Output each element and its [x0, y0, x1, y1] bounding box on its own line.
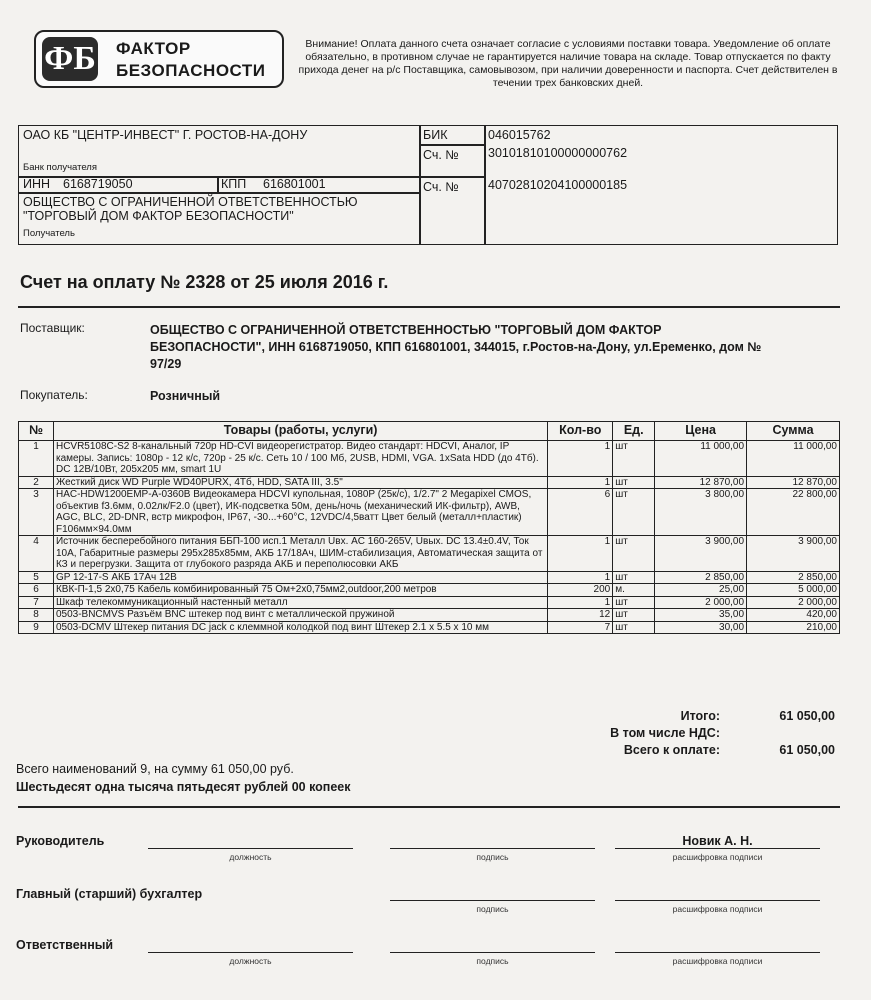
logo-text — [116, 38, 266, 82]
table-row — [19, 621, 840, 634]
responsible-decode-line — [615, 952, 820, 953]
row-goods-name: Источник бесперебойного питания ББП-100 исп.1 Металл Uвх. AC 160-265V, Uвых. DC 13.4±0.4V, Ток 10А, Габаритные размеры 295х285х85мм, АКБ 17/18Ач, ШИМ-стабилизация, Автоматическая защита от КЗ и перегрузки. Защита от глубокого разряда АКБ и переполюсовки АКБ — [53, 536, 547, 572]
row-price: 11 000,00 — [655, 441, 747, 477]
row-goods-name: Жесткий диск WD Purple WD40PURX, 4Тб, HDD, SATA III, 3.5" — [53, 476, 547, 489]
row-price: 2 000,00 — [655, 596, 747, 609]
accountant-decode-line — [615, 900, 820, 901]
row-qty: 12 — [548, 609, 613, 622]
row-goods-name: GP 12-17-S АКБ 17Ач 12В — [53, 571, 547, 584]
row-sum: 2 000,00 — [747, 596, 840, 609]
row-unit: шт — [613, 476, 655, 489]
col-header-unit: Ед. — [613, 422, 655, 441]
responsible-position-line — [148, 952, 353, 953]
table-row — [19, 584, 840, 597]
row-sum: 11 000,00 — [747, 441, 840, 477]
director-position-line — [148, 848, 353, 849]
responsible-signature-line — [390, 952, 595, 953]
row-unit: шт — [613, 609, 655, 622]
col-header-qty: Кол-во — [548, 422, 613, 441]
corr-account-value: 30101810100000000762 — [488, 146, 628, 160]
logo-mark: ФБ — [42, 37, 98, 81]
title-divider — [18, 306, 840, 308]
recipient-line2: "ТОРГОВЫЙ ДОМ ФАКТОР БЕЗОПАСНОСТИ" — [23, 209, 294, 223]
row-number: 4 — [19, 536, 54, 572]
row-goods-name: 0503-DCMV Штекер питания DC jack с клеммной колодкой под винт Штекер 2.1 х 5.5 х 10 мм — [53, 621, 547, 634]
supplier-line3: 97/29 — [150, 357, 182, 371]
table-row — [19, 596, 840, 609]
row-goods-name: 0503-BNCMVS Разъём BNC штекер под винт с металлической пружиной — [53, 609, 547, 622]
row-goods-name: HCVR5108C-S2 8-канальный 720p HD-CVI видеорегистратор. Видео стандарт: HDCVI, Аналог, IP камеры. Запись: 1080p - 12 к/с, 720p - 25 к/с. Сеть 10 / 100 Мб, 2USB, HDMI, VGA. 1xSata HDD (до 4Тб). DC 12В/10Вт, 205х205 мм, smart 1U — [53, 441, 547, 477]
row-unit: шт — [613, 596, 655, 609]
row-number: 3 — [19, 489, 54, 536]
table-row — [19, 571, 840, 584]
recipient-label: Получатель — [23, 228, 75, 239]
table-row — [19, 609, 840, 622]
row-price: 35,00 — [655, 609, 747, 622]
table-row — [19, 536, 840, 572]
bank-name: ОАО КБ "ЦЕНТР-ИНВЕСТ" Г. РОСТОВ-НА-ДОНУ — [23, 128, 308, 142]
table-row — [19, 489, 840, 536]
payment-notice: Внимание! Оплата данного счета означает согласие с условиями поставки товара. Уведомление об оплате обязательно, в противном случае не гарантируется наличие товара на складе. Товар отпускается по факту прихода денег на р/с Поставщика, самовывозом, при наличии доверенности и паспорта. Счет действителен в течении трех банковских дней. — [298, 38, 838, 89]
supplier-label: Поставщик: — [20, 321, 85, 335]
inn-label: ИНН — [23, 177, 51, 191]
responsible-position-caption: должность — [229, 956, 272, 966]
row-qty: 200 — [548, 584, 613, 597]
goods-table — [18, 421, 840, 634]
col-header-number: № — [19, 422, 54, 441]
recipient-line1: ОБЩЕСТВО С ОГРАНИЧЕННОЙ ОТВЕТСТВЕННОСТЬЮ — [23, 195, 358, 209]
table-header-row — [19, 422, 840, 441]
row-qty: 1 — [548, 596, 613, 609]
row-number: 9 — [19, 621, 54, 634]
responsible-decode-caption: расшифровка подписи — [672, 956, 763, 966]
col-header-price: Цена — [655, 422, 747, 441]
row-price: 2 850,00 — [655, 571, 747, 584]
accountant-label: Главный (старший) бухгалтер — [16, 887, 203, 901]
kpp-label: КПП — [221, 177, 247, 191]
summary-line: Всего наименований 9, на сумму 61 050,00 руб. — [16, 762, 294, 776]
row-sum: 22 800,00 — [747, 489, 840, 536]
row-sum: 12 870,00 — [747, 476, 840, 489]
kpp-value: 616801001 — [263, 177, 326, 191]
inn-value: 6168719050 — [63, 177, 133, 191]
vat-label: В том числе НДС: — [610, 726, 720, 740]
recipient-bank-label: Банк получателя — [23, 162, 97, 173]
amount-in-words: Шестьдесят одна тысяча пятьдесят рублей 00 копеек — [16, 780, 351, 794]
supplier-line1: ОБЩЕСТВО С ОГРАНИЧЕННОЙ ОТВЕТСТВЕННОСТЬЮ "ТОРГОВЫЙ ДОМ ФАКТОР — [150, 323, 662, 337]
col-header-goods: Товары (работы, услуги) — [53, 422, 547, 441]
row-unit: м. — [613, 584, 655, 597]
row-number: 7 — [19, 596, 54, 609]
row-unit: шт — [613, 489, 655, 536]
bik-value: 046015762 — [488, 128, 551, 142]
row-unit: шт — [613, 571, 655, 584]
row-sum: 5 000,00 — [747, 584, 840, 597]
col-header-sum: Сумма — [747, 422, 840, 441]
buyer-label: Покупатель: — [20, 388, 88, 402]
row-unit: шт — [613, 441, 655, 477]
row-sum: 210,00 — [747, 621, 840, 634]
director-label: Руководитель — [16, 834, 105, 848]
accountant-signature-caption: подпись — [476, 904, 509, 914]
row-goods-name: HAC-HDW1200EMP-A-0360B Видеокамера HDCVI купольная, 1080P (25к/с), 1/2.7" 2 Megapixel CMOS, объектив f3.6мм, 0.02лк/F2.0 (цвет), ИК-подсветка 50м, день/ночь (механический ИК-фильтр), AWB, AGC, BLC, 2D-DNR, встр микрофон, IP67, -30...+60°C, 12VDC/4,5ватт Цвет белый (металл+пластик) F106мм×94.0мм — [53, 489, 547, 536]
due-label: Всего к оплате: — [623, 743, 720, 757]
row-number: 5 — [19, 571, 54, 584]
row-goods-name: Шкаф телекоммуникационный настенный металл — [53, 596, 547, 609]
row-qty: 1 — [548, 441, 613, 477]
row-qty: 7 — [548, 621, 613, 634]
buyer-value: Розничный — [150, 389, 221, 403]
responsible-label: Ответственный — [16, 938, 114, 952]
director-position-caption: должность — [229, 852, 272, 862]
corr-account-label: Сч. № — [423, 148, 459, 162]
director-signature-caption: подпись — [476, 852, 509, 862]
due-value: 61 050,00 — [779, 743, 835, 757]
row-number: 2 — [19, 476, 54, 489]
row-qty: 1 — [548, 536, 613, 572]
row-number: 8 — [19, 609, 54, 622]
row-sum: 2 850,00 — [747, 571, 840, 584]
table-row — [19, 476, 840, 489]
supplier-line2: БЕЗОПАСНОСТИ", ИНН 6168719050, КПП 616801001, 344015, г.Ростов-на-Дону, ул.Еременко, дом № — [150, 340, 762, 354]
table-row — [19, 441, 840, 477]
row-unit: шт — [613, 536, 655, 572]
row-price: 3 900,00 — [655, 536, 747, 572]
row-qty: 1 — [548, 571, 613, 584]
summary-divider — [18, 806, 840, 808]
account-value: 40702810204100000185 — [488, 178, 628, 192]
row-qty: 6 — [548, 489, 613, 536]
total-value: 61 050,00 — [779, 709, 835, 723]
bik-label: БИК — [423, 128, 448, 142]
responsible-signature-caption: подпись — [476, 956, 509, 966]
row-goods-name: КВК-П-1,5 2х0,75 Кабель комбинированный 75 Ом+2х0,75мм2,outdoor,200 метров — [53, 584, 547, 597]
row-price: 12 870,00 — [655, 476, 747, 489]
row-price: 25,00 — [655, 584, 747, 597]
row-price: 3 800,00 — [655, 489, 747, 536]
accountant-decode-caption: расшифровка подписи — [672, 904, 763, 914]
supplier-value — [150, 322, 840, 373]
total-label: Итого: — [680, 709, 720, 723]
row-unit: шт — [613, 621, 655, 634]
row-number: 1 — [19, 441, 54, 477]
row-sum: 3 900,00 — [747, 536, 840, 572]
row-qty: 1 — [548, 476, 613, 489]
accountant-signature-line — [390, 900, 595, 901]
account-label: Сч. № — [423, 180, 459, 194]
director-decode-caption: расшифровка подписи — [672, 852, 763, 862]
director-decode-line — [615, 848, 820, 849]
invoice-title: Счет на оплату № 2328 от 25 июля 2016 г. — [20, 272, 389, 292]
director-signature-line — [390, 848, 595, 849]
row-number: 6 — [19, 584, 54, 597]
row-price: 30,00 — [655, 621, 747, 634]
logo-line2: БЕЗОПАСНОСТИ — [116, 61, 266, 80]
logo-line1: ФАКТОР — [116, 39, 191, 58]
director-name: Новик А. Н. — [682, 834, 753, 848]
company-logo — [34, 30, 284, 88]
bank-details — [18, 125, 838, 245]
row-sum: 420,00 — [747, 609, 840, 622]
